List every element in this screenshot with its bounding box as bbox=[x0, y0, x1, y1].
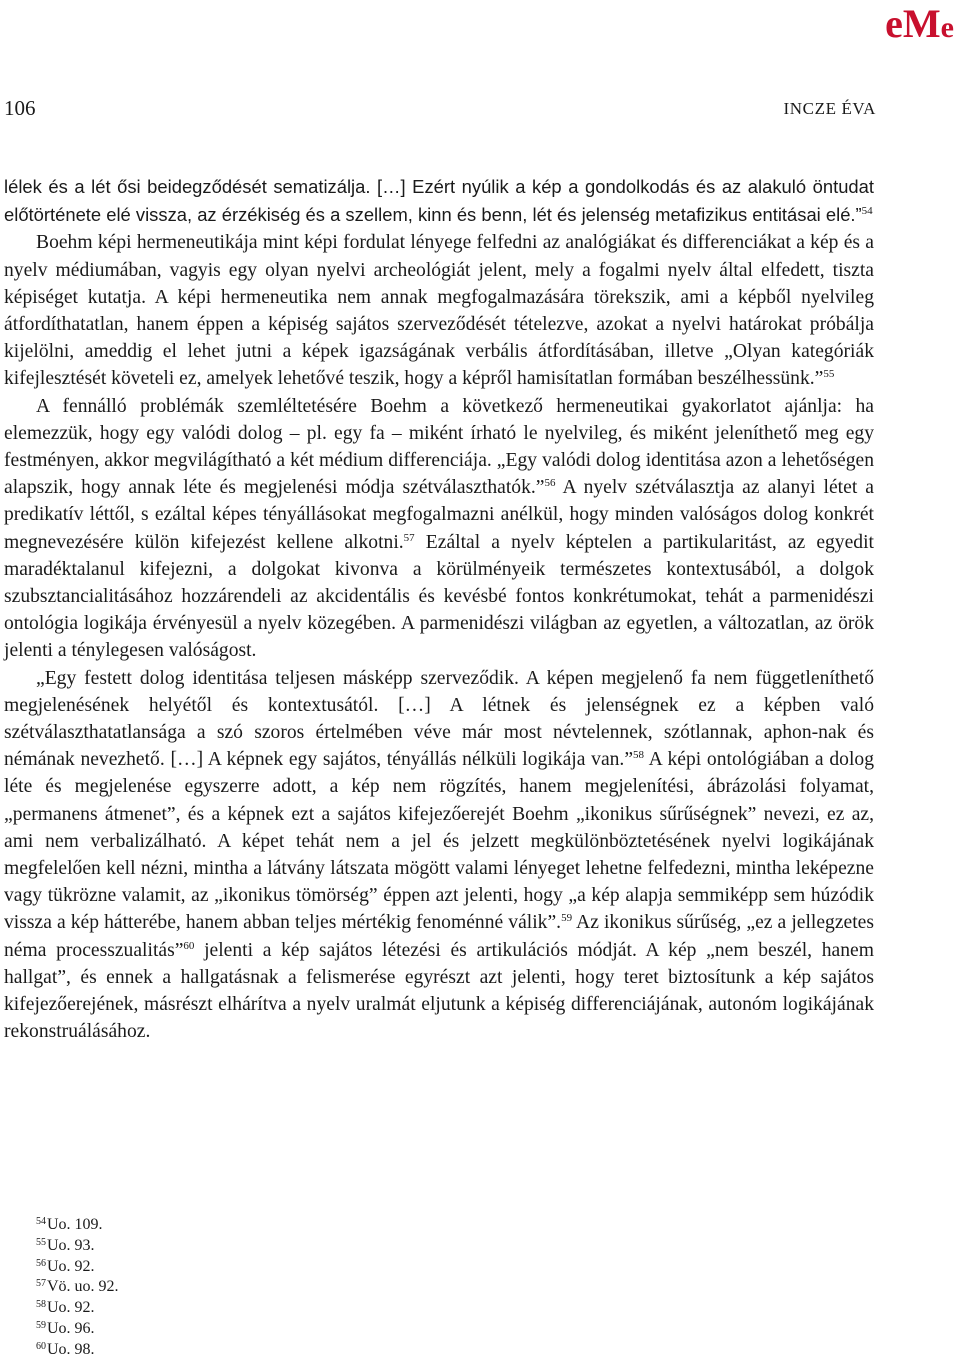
footnote-number: 56 bbox=[36, 1257, 46, 1269]
footnote bbox=[36, 1236, 536, 1257]
footnote-text: Uo. 92. bbox=[47, 1299, 95, 1317]
footnote-ref[interactable]: 58 bbox=[633, 749, 645, 762]
page-header bbox=[4, 96, 876, 120]
footnote-text: Vö. uo. 92. bbox=[47, 1278, 119, 1296]
footnote-text: Uo. 93. bbox=[47, 1236, 95, 1254]
footnote bbox=[36, 1257, 536, 1278]
text-segment: Ezáltal a nyelv képtelen a partikularitást, az egyedit maradéktalanul kifejezni, a dolgokat kivonva a körülményeik természetes kontextusából, a dolgok szubsztancialitásához hozzárendeli az akcidentális és kevésbé fontos konkrétumokat, tehát a parmenidészi ontológia logikája érvényesül a nyelv közegében. A parmenidészi világban az egyetlen, a változatlan, az örök jelenti a ténylegesen valóságost. bbox=[4, 531, 874, 662]
footnote-number: 54 bbox=[36, 1216, 46, 1227]
page-number: 106 bbox=[4, 96, 36, 120]
text-segment: A nyelv szétválasztja az alanyi létet a predikatív léttől, s ezáltal képes tényállásokat megfogalmazni anélkül, hogy minden valóságos dolog konkrét megnevezésére külön kifejezést kellene alkotni. bbox=[4, 477, 874, 553]
journal-logo: eMe bbox=[885, 1, 954, 46]
paragraph bbox=[4, 393, 874, 665]
footnote-number: 55 bbox=[36, 1236, 46, 1248]
text-segment: A fennálló problémák szemléltetésére Boehm a következő hermeneutikai gyakorlatot ajánlja: ha elemezzük, hogy egy valódi dolog – pl. egy fa – miként írható le nyelvileg, és miként jeleníthető meg egy festményen, akkor megvilágítható a két médium differenciája. „Egy valódi dolog identitása azon a lehetőségen alapszik, hogy annak léte és megjelenési módja szétválaszthatók.” bbox=[4, 395, 874, 499]
footnote bbox=[36, 1340, 536, 1361]
footnotes bbox=[36, 1215, 536, 1361]
running-head: INCZE ÉVA bbox=[783, 99, 876, 118]
footnote-ref[interactable]: 56 bbox=[544, 477, 556, 490]
footnote-text: Uo. 92. bbox=[47, 1257, 95, 1275]
footnote-ref[interactable]: 55 bbox=[823, 368, 835, 381]
footnote-ref[interactable]: 57 bbox=[403, 531, 415, 544]
text-segment: Az ikonikus sűrűség, „ez a jellegzetes néma processzualitás” bbox=[4, 912, 874, 961]
footnote-ref[interactable]: 54 bbox=[861, 205, 873, 218]
main-text bbox=[4, 173, 874, 1046]
text-segment: Boehm képi hermeneutikája mint képi fordulat lényege felfedni az analógiákat és differenciákat a kép és a nyelv médiumában, vagyis egy olyan nyelvi archeológiát jelent, mely a fogalmi nyelv által elfedett, tiszta képiséget kutatja. A képi hermeneutika nem annak megfogalmazására törekszik, ami a képből nyelvileg átfordíthatatlan, hanem éppen a képiség sajátos szerveződését tételezve, azokat a nyelvi határokat próbálja kijelölni, ameddig el lehet jutni a képek igazságának verbális átfordításában, illetve „Olyan kategóriák kifejlesztését követeli ez, amelyek lehetővé teszik, hogy a képről hamisítatlan formában beszélhessünk.” bbox=[4, 232, 874, 390]
footnote-number: 59 bbox=[36, 1319, 46, 1331]
footnote bbox=[36, 1298, 536, 1319]
footnote-number: 57 bbox=[36, 1278, 46, 1290]
footnote bbox=[36, 1277, 536, 1298]
footnote-ref[interactable]: 60 bbox=[183, 939, 195, 952]
paragraph bbox=[4, 173, 874, 229]
paragraph bbox=[4, 665, 874, 1046]
text-segment: „Egy festett dolog identitása teljesen másképp szerveződik. A képen megjelenő fa nem függetleníthető megjelenésének helyétől és kontextusától. […] A létnek és jelenségnek ez a képben való szétválaszthatatlansága a szó szoros értelmében véve már most névtelennek, szótlannak, aphon-nak és némának nevezhető. […] A képnek egy sajátos, tényállás nélküli logikája van.” bbox=[4, 667, 874, 771]
text-segment: A képi ontológiában a dolog léte és megjelenése egyszerre adott, a kép nem rögzítés, hanem megjelenítési, ábrázolási folyamat, „permanens átmenet”, és a képnek ezt a sajátos kifejezőerejét Boehm „ikonikus sűrűségnek” nevezi, ez az, ami nem verbalizálható. A képet tehát nem a jel és jelzett megkülönböztetésének nyelvi logikájának megfelelően kell nézni, mintha a látvány látszata mögött valami lényeget lehetne felfedezni, mintha leképezne vagy tükrözne valamit, az „ikonikus tömörség” éppen azt jelenti, hogy „a kép alapja semmiképp sem húzódik vissza a kép hátterébe, hanem abban teljes mértékig fenoménné válik”. bbox=[4, 749, 874, 934]
footnote-text: Uo. 96. bbox=[47, 1319, 95, 1337]
text-segment: lélek és a lét ősi beidegződését sematizálja. […] Ezért nyúlik a kép a gondolkodás és az alakuló öntudat előtörténete elé vissza, az érzékiség és a szellem, kinn és benn, lét és jelenség metafizikus entitásai elé.” bbox=[4, 176, 874, 226]
footnote-number: 58 bbox=[36, 1299, 46, 1311]
footnote-ref[interactable]: 59 bbox=[561, 912, 573, 925]
text-segment: jelenti a kép sajátos létezési és artikulációs módját. A kép „nem beszél, hanem hallgat”, és ennek a hallgatásnak a felismerése egyrészt azt jelenti, hogy teret biztosítunk a kép sajátos kifejezőerejének, másrészt elhárítva a nyelv uralmát eljutunk a képiség differenciájának, autonóm logikájának rekonstruálásához. bbox=[4, 939, 874, 1043]
footnote-text: Uo. 109. bbox=[47, 1216, 103, 1233]
footnote bbox=[36, 1319, 536, 1340]
footnote-number: 60 bbox=[36, 1340, 46, 1352]
paragraph bbox=[4, 229, 874, 392]
footnote bbox=[36, 1215, 536, 1236]
footnote-text: Uo. 98. bbox=[47, 1340, 95, 1358]
